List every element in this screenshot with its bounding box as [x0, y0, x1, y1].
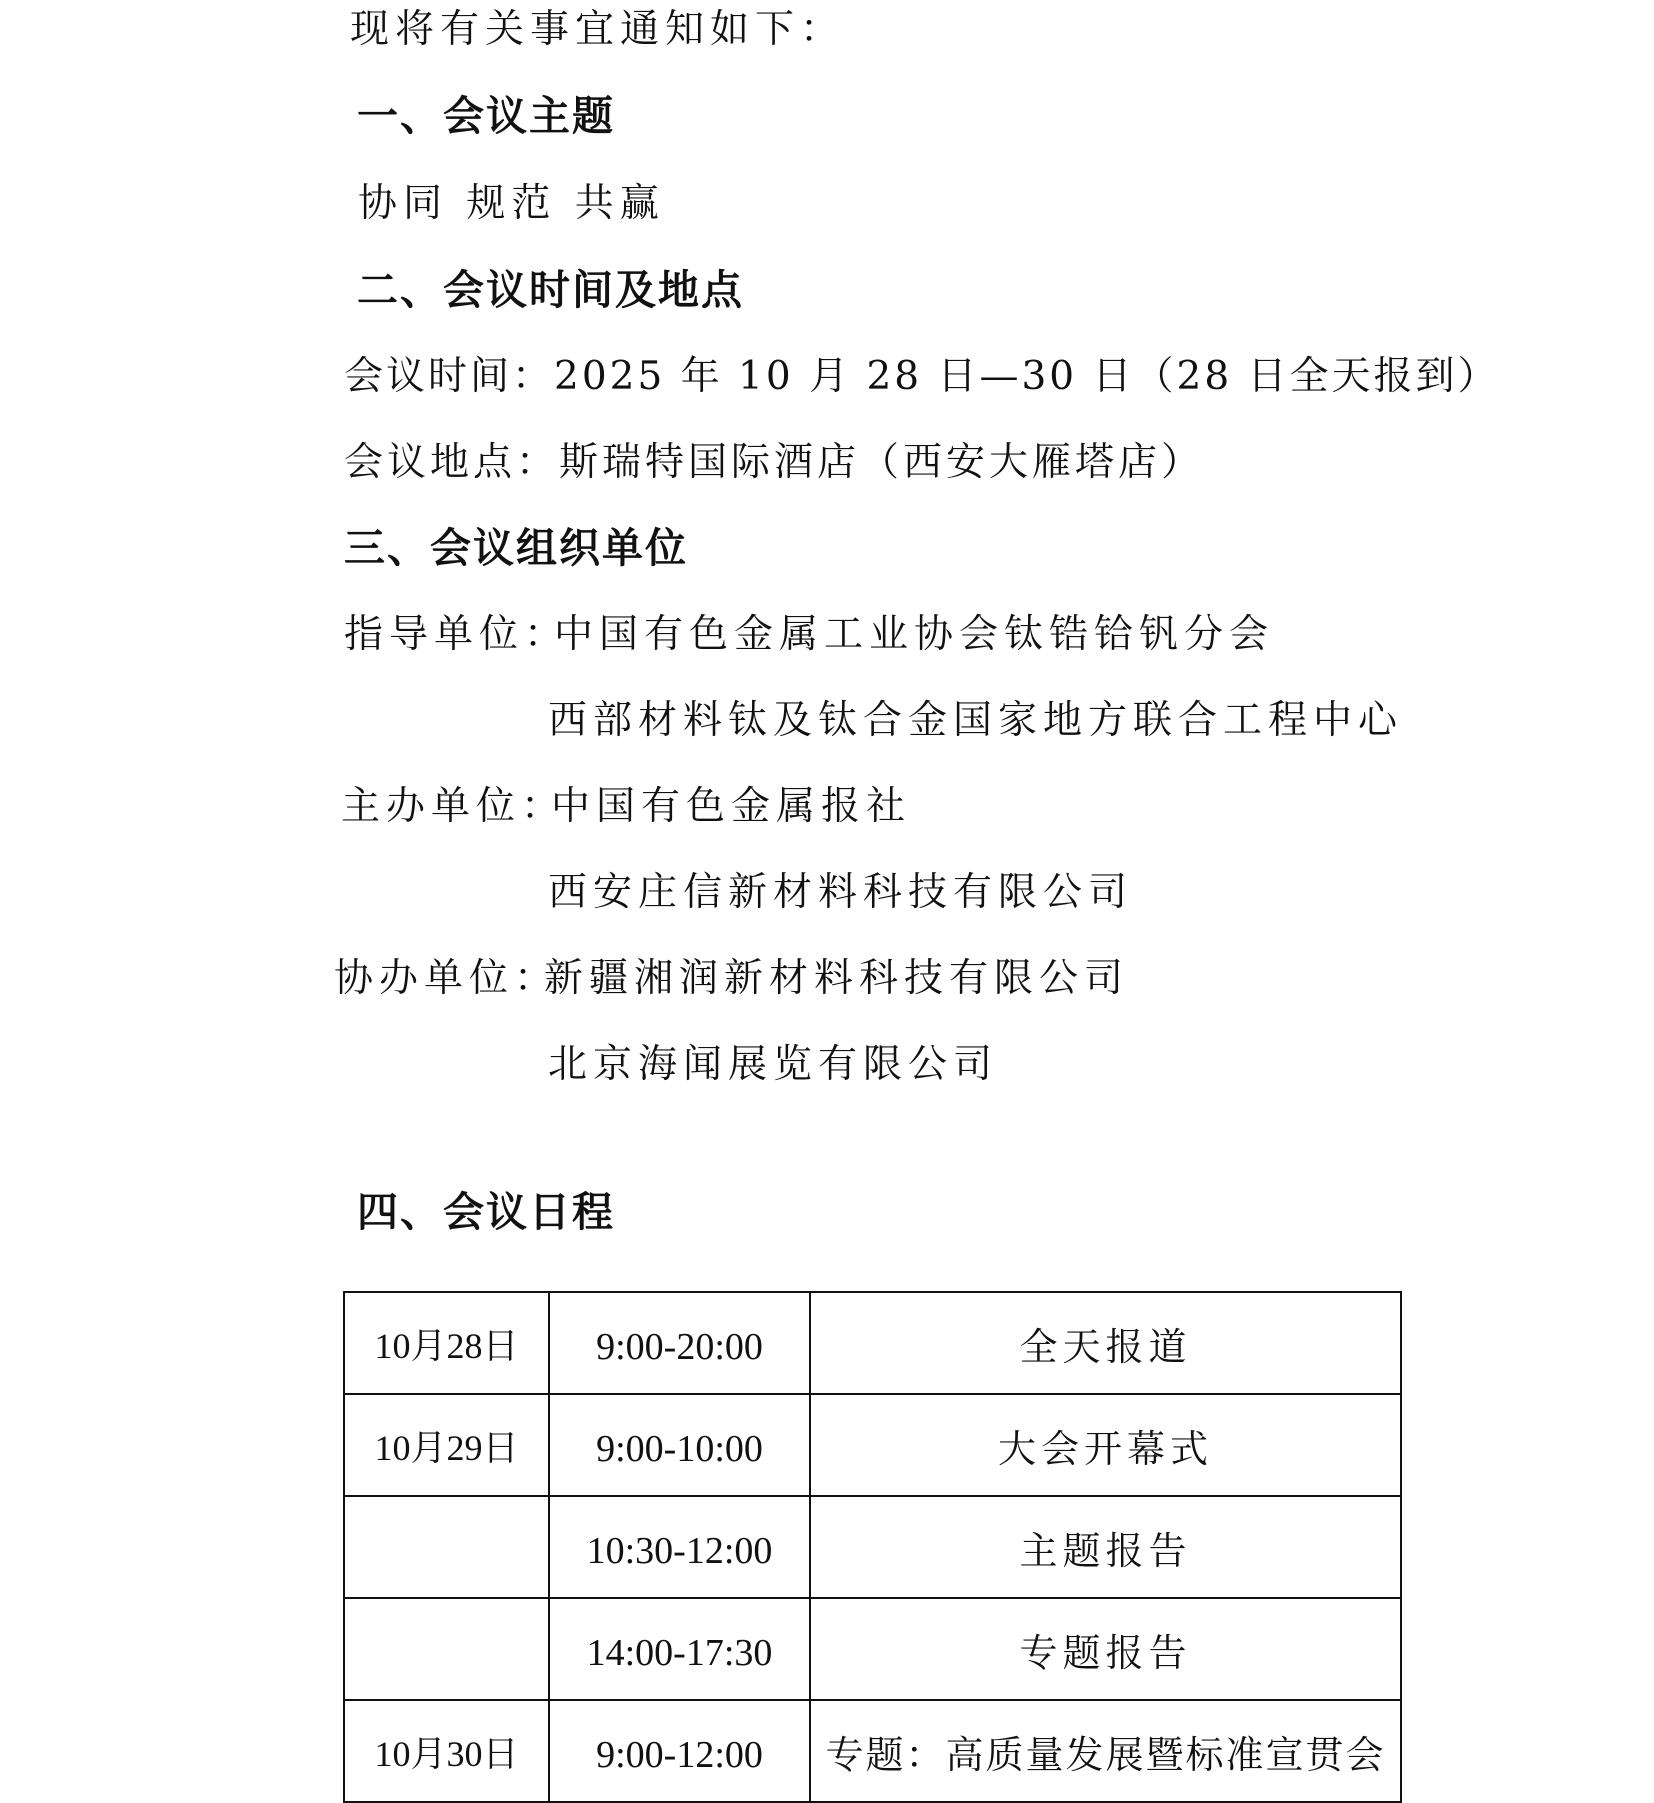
table-row — [344, 1292, 1401, 1394]
schedule-date: 10月29日 — [344, 1394, 549, 1496]
table-row — [344, 1394, 1401, 1496]
schedule-item: 主题报告 — [810, 1496, 1401, 1598]
guide-unit-2: 西部材料钛及钛合金国家地方联合工程中心 — [548, 698, 1404, 743]
schedule-item: 专题报告 — [810, 1598, 1401, 1700]
schedule-time: 9:00-20:00 — [549, 1292, 810, 1394]
guide-unit-label: 指导单位： — [344, 612, 570, 657]
schedule-date — [344, 1496, 549, 1598]
schedule-date: 10月30日 — [344, 1700, 549, 1802]
schedule-table — [343, 1291, 1402, 1803]
meeting-place: 会议地点：斯瑞特国际酒店（西安大雁塔店） — [344, 440, 1205, 485]
schedule-date: 10月28日 — [344, 1292, 549, 1394]
schedule-time: 14:00-17:30 — [549, 1598, 810, 1700]
meeting-theme: 协同 规范 共赢 — [358, 181, 665, 226]
section-heading-theme: 一、会议主题 — [357, 92, 615, 140]
co-unit-1: 新疆湘润新材料科技有限公司 — [544, 956, 1130, 1001]
table-row — [344, 1598, 1401, 1700]
host-unit-2: 西安庄信新材料科技有限公司 — [548, 870, 1134, 915]
host-unit-1: 中国有色金属报社 — [551, 784, 912, 829]
intro-text: 现将有关事宜通知如下： — [350, 7, 846, 52]
schedule-time: 9:00-10:00 — [549, 1394, 810, 1496]
schedule-item: 大会开幕式 — [810, 1394, 1401, 1496]
section-heading-time-place: 二、会议时间及地点 — [357, 266, 744, 314]
schedule-item: 全天报道 — [810, 1292, 1401, 1394]
schedule-date — [344, 1598, 549, 1700]
host-unit-label: 主办单位： — [341, 784, 567, 829]
co-unit-2: 北京海闻展览有限公司 — [548, 1042, 999, 1087]
co-unit-label: 协办单位： — [334, 956, 560, 1001]
schedule-item: 专题：高质量发展暨标准宣贯会 — [810, 1700, 1401, 1802]
schedule-time: 10:30-12:00 — [549, 1496, 810, 1598]
guide-unit-1: 中国有色金属工业协会钛锆铪钒分会 — [554, 612, 1275, 657]
table-row — [344, 1496, 1401, 1598]
meeting-time: 会议时间：2025 年 10 月 28 日—30 日（28 日全天报到） — [344, 354, 1500, 399]
table-row — [344, 1700, 1401, 1802]
section-heading-schedule: 四、会议日程 — [357, 1188, 615, 1236]
schedule-time: 9:00-12:00 — [549, 1700, 810, 1802]
section-heading-organizers: 三、会议组织单位 — [344, 524, 688, 572]
